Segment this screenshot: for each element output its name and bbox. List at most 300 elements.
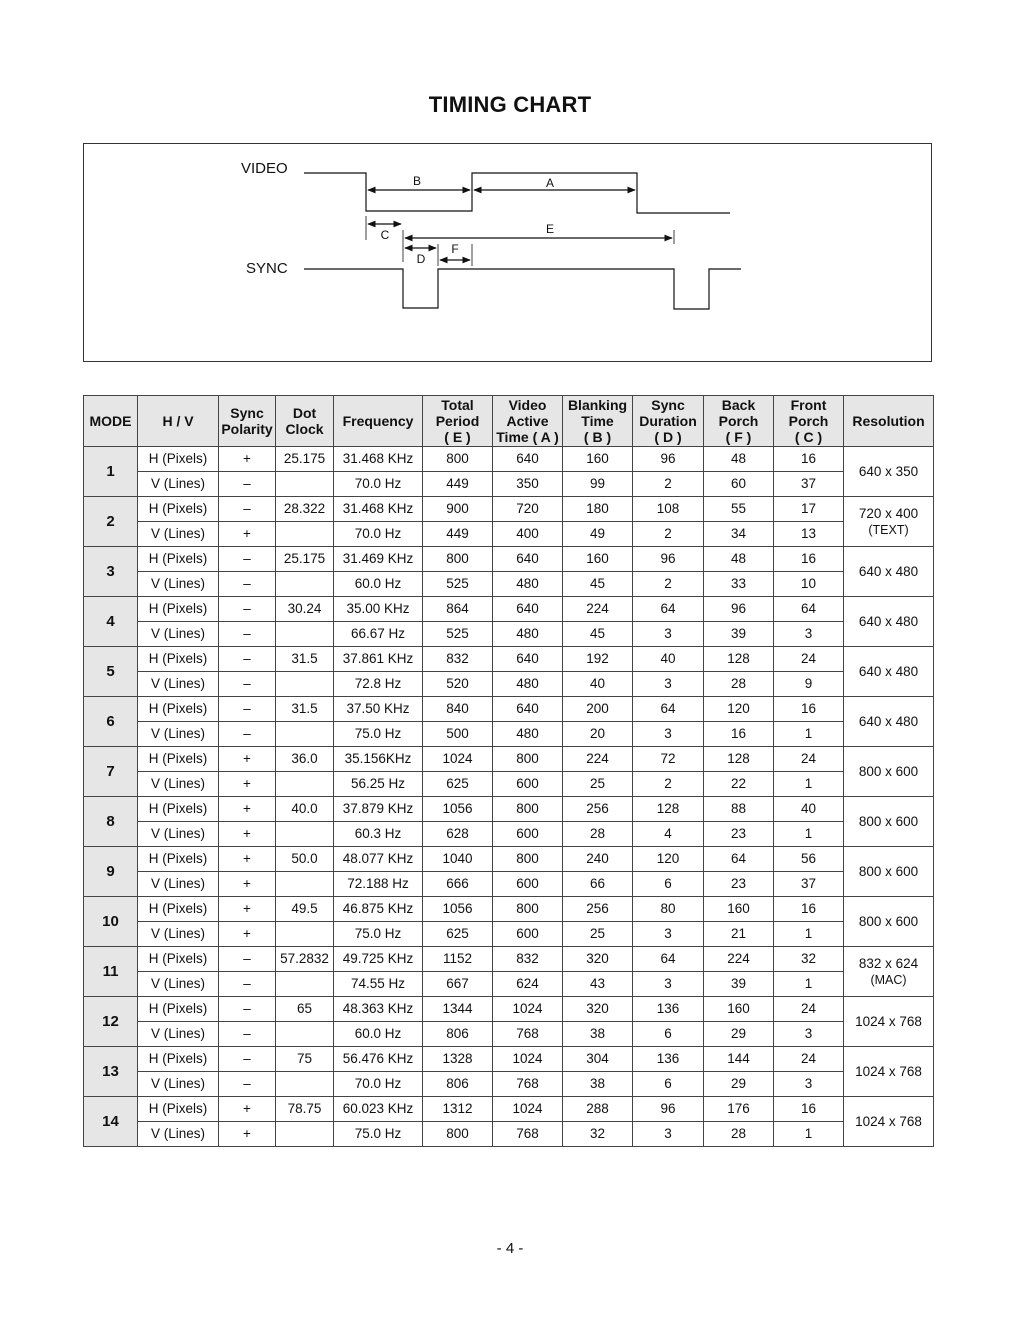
sync-polarity-cell: + [219,1097,276,1122]
video-active-cell: 640 [493,597,563,622]
frequency-cell: 75.0 Hz [334,722,423,747]
table-row [84,1047,934,1072]
timing-diagram-svg [84,144,933,363]
back-porch-cell: 28 [704,1122,774,1147]
label-e: E [545,222,555,236]
dot-clock-cell: 25.175 [276,447,334,472]
hv-cell: H (Pixels) [138,547,219,572]
header-text: ( F ) [725,429,752,445]
blanking-time-cell: 180 [563,497,633,522]
dot-clock-cell: 57.2832 [276,947,334,972]
table-row [84,997,934,1022]
resolution-cell [844,497,934,547]
timing-diagram [83,143,932,362]
hv-cell: H (Pixels) [138,747,219,772]
total-period-cell: 666 [423,872,493,897]
sync-duration-cell: 3 [633,672,704,697]
back-porch-cell: 48 [704,447,774,472]
video-active-cell: 1024 [493,1047,563,1072]
mode-cell: 6 [84,697,138,747]
dot-clock-cell [276,772,334,797]
sync-duration-cell: 2 [633,472,704,497]
hv-cell: V (Lines) [138,472,219,497]
total-period-cell: 1040 [423,847,493,872]
blanking-time-cell: 40 [563,672,633,697]
sync-duration-cell: 80 [633,897,704,922]
blanking-time-cell: 38 [563,1072,633,1097]
back-porch-cell: 33 [704,572,774,597]
blanking-time-cell: 45 [563,622,633,647]
dot-clock-cell [276,572,334,597]
dot-clock-cell [276,872,334,897]
table-header-row [84,396,934,447]
header-text: Time ( A ) [496,429,559,445]
back-porch-cell: 160 [704,997,774,1022]
header-resolution [844,396,934,447]
front-porch-cell: 1 [774,822,844,847]
blanking-time-cell: 43 [563,972,633,997]
video-active-cell: 800 [493,847,563,872]
back-porch-cell: 120 [704,697,774,722]
resolution-text: 800 x 600 [858,813,919,829]
mode-cell: 13 [84,1047,138,1097]
blanking-time-cell: 240 [563,847,633,872]
blanking-time-cell: 38 [563,1022,633,1047]
hv-cell: V (Lines) [138,1022,219,1047]
dot-clock-cell: 50.0 [276,847,334,872]
sync-duration-cell: 2 [633,522,704,547]
sync-polarity-cell: – [219,647,276,672]
table-body [84,447,934,1147]
sync-polarity-cell: – [219,1072,276,1097]
table-row [84,872,934,897]
front-porch-cell: 1 [774,722,844,747]
front-porch-cell: 24 [774,1047,844,1072]
resolution-note: (MAC) [870,972,907,987]
blanking-time-cell: 304 [563,1047,633,1072]
header-sync-polarity [219,396,276,447]
sync-polarity-cell: + [219,447,276,472]
frequency-cell: 66.67 Hz [334,622,423,647]
frequency-cell: 75.0 Hz [334,1122,423,1147]
sync-duration-cell: 3 [633,722,704,747]
dot-clock-cell [276,622,334,647]
page-number: - 4 - [496,1240,524,1257]
total-period-cell: 667 [423,972,493,997]
dot-clock-cell: 78.75 [276,1097,334,1122]
hv-cell: H (Pixels) [138,447,219,472]
sync-duration-cell: 96 [633,1097,704,1122]
sync-polarity-cell: + [219,1122,276,1147]
total-period-cell: 806 [423,1022,493,1047]
back-porch-cell: 64 [704,847,774,872]
blanking-time-cell: 49 [563,522,633,547]
mode-cell: 9 [84,847,138,897]
hv-cell: V (Lines) [138,1072,219,1097]
sync-polarity-cell: + [219,922,276,947]
back-porch-cell: 128 [704,747,774,772]
sync-duration-cell: 6 [633,1022,704,1047]
total-period-cell: 628 [423,822,493,847]
resolution-cell [844,997,934,1047]
sync-polarity-cell: – [219,972,276,997]
dot-clock-cell: 31.5 [276,647,334,672]
table-row [84,922,934,947]
resolution-text: 1024 x 768 [855,1063,922,1079]
header-text: Frequency [342,413,414,429]
dot-clock-cell: 30.24 [276,597,334,622]
table-row [84,597,934,622]
blanking-time-cell: 160 [563,547,633,572]
hv-cell: H (Pixels) [138,697,219,722]
table-row [84,897,934,922]
hv-cell: V (Lines) [138,522,219,547]
blanking-time-cell: 320 [563,947,633,972]
sync-polarity-cell: – [219,1047,276,1072]
dot-clock-cell [276,722,334,747]
mode-cell: 10 [84,897,138,947]
back-porch-cell: 29 [704,1022,774,1047]
front-porch-cell: 3 [774,1072,844,1097]
resolution-cell [844,897,934,947]
dot-clock-cell [276,972,334,997]
header-text: Front [790,397,827,413]
blanking-time-cell: 256 [563,897,633,922]
sync-polarity-cell: – [219,697,276,722]
back-porch-cell: 160 [704,897,774,922]
total-period-cell: 625 [423,772,493,797]
video-active-cell: 640 [493,647,563,672]
label-f: F [451,242,459,256]
mode-cell: 8 [84,797,138,847]
front-porch-cell: 64 [774,597,844,622]
frequency-cell: 70.0 Hz [334,472,423,497]
sync-duration-cell: 64 [633,597,704,622]
video-active-cell: 600 [493,772,563,797]
header-text: Sync [651,397,685,413]
header-text: ( C ) [794,429,823,445]
back-porch-cell: 128 [704,647,774,672]
hv-cell: V (Lines) [138,972,219,997]
mode-cell: 3 [84,547,138,597]
video-active-cell: 400 [493,522,563,547]
resolution-cell [844,797,934,847]
frequency-cell: 70.0 Hz [334,522,423,547]
frequency-cell: 56.25 Hz [334,772,423,797]
sync-polarity-cell: – [219,597,276,622]
resolution-text: 640 x 350 [858,463,919,479]
dot-clock-cell [276,1072,334,1097]
frequency-cell: 31.468 KHz [334,497,423,522]
front-porch-cell: 24 [774,747,844,772]
resolution-text: 640 x 480 [858,713,919,729]
back-porch-cell: 21 [704,922,774,947]
front-porch-cell: 13 [774,522,844,547]
video-active-cell: 800 [493,797,563,822]
header-text: H / V [162,413,194,429]
resolution-cell [844,547,934,597]
frequency-cell: 37.50 KHz [334,697,423,722]
total-period-cell: 800 [423,447,493,472]
frequency-cell: 48.077 KHz [334,847,423,872]
header-video-active [493,396,563,447]
sync-duration-cell: 108 [633,497,704,522]
resolution-text: 640 x 480 [858,563,919,579]
hv-cell: V (Lines) [138,1122,219,1147]
dot-clock-cell: 40.0 [276,797,334,822]
hv-cell: H (Pixels) [138,947,219,972]
resolution-text: 800 x 600 [858,763,919,779]
dot-clock-cell: 28.322 [276,497,334,522]
table-row [84,572,934,597]
blanking-time-cell: 288 [563,1097,633,1122]
header-text: MODE [89,413,132,429]
header-dot-clock [276,396,334,447]
mode-cell: 5 [84,647,138,697]
blanking-time-cell: 192 [563,647,633,672]
table-row [84,947,934,972]
resolution-cell [844,1097,934,1147]
frequency-cell: 60.023 KHz [334,1097,423,1122]
sync-duration-cell: 6 [633,1072,704,1097]
blanking-time-cell: 256 [563,797,633,822]
video-active-cell: 768 [493,1122,563,1147]
label-d: D [416,252,426,266]
header-text: Total [441,397,474,413]
sync-polarity-cell: + [219,822,276,847]
video-label: VIDEO [241,160,288,177]
sync-duration-cell: 4 [633,822,704,847]
front-porch-cell: 32 [774,947,844,972]
back-porch-cell: 60 [704,472,774,497]
frequency-cell: 60.0 Hz [334,1022,423,1047]
dot-clock-cell [276,922,334,947]
frequency-cell: 60.3 Hz [334,822,423,847]
header-text: ( E ) [444,429,471,445]
video-active-cell: 600 [493,922,563,947]
front-porch-cell: 16 [774,697,844,722]
frequency-cell: 72.8 Hz [334,672,423,697]
table-row [84,522,934,547]
mode-cell: 4 [84,597,138,647]
front-porch-cell: 1 [774,772,844,797]
total-period-cell: 520 [423,672,493,697]
label-b: B [412,174,422,188]
back-porch-cell: 23 [704,822,774,847]
hv-cell: V (Lines) [138,672,219,697]
sync-polarity-cell: – [219,497,276,522]
video-active-cell: 832 [493,947,563,972]
front-porch-cell: 3 [774,1022,844,1047]
sync-polarity-cell: – [219,997,276,1022]
blanking-time-cell: 20 [563,722,633,747]
sync-polarity-cell: – [219,547,276,572]
mode-cell: 12 [84,997,138,1047]
sync-polarity-cell: – [219,472,276,497]
header-text: Polarity [221,421,273,437]
front-porch-cell: 9 [774,672,844,697]
table-row [84,1097,934,1122]
video-active-cell: 480 [493,672,563,697]
header-text: Blanking [567,397,628,413]
table-row [84,447,934,472]
back-porch-cell: 29 [704,1072,774,1097]
resolution-text: 832 x 624 [858,955,919,971]
total-period-cell: 449 [423,472,493,497]
front-porch-cell: 16 [774,897,844,922]
header-back-porch [704,396,774,447]
blanking-time-cell: 320 [563,997,633,1022]
total-period-cell: 525 [423,572,493,597]
resolution-text: 640 x 480 [858,663,919,679]
header-mode [84,396,138,447]
table-row [84,1022,934,1047]
hv-cell: H (Pixels) [138,1097,219,1122]
video-active-cell: 480 [493,722,563,747]
resolution-cell [844,947,934,997]
header-text: Porch [788,413,829,429]
sync-duration-cell: 136 [633,1047,704,1072]
sync-duration-cell: 96 [633,447,704,472]
hv-cell: V (Lines) [138,822,219,847]
frequency-cell: 35.156KHz [334,747,423,772]
sync-duration-cell: 96 [633,547,704,572]
blanking-time-cell: 99 [563,472,633,497]
frequency-cell: 72.188 Hz [334,872,423,897]
total-period-cell: 1344 [423,997,493,1022]
total-period-cell: 864 [423,597,493,622]
total-period-cell: 806 [423,1072,493,1097]
header-text: Clock [285,421,324,437]
blanking-time-cell: 45 [563,572,633,597]
frequency-cell: 48.363 KHz [334,997,423,1022]
hv-cell: H (Pixels) [138,497,219,522]
hv-cell: H (Pixels) [138,647,219,672]
video-active-cell: 624 [493,972,563,997]
frequency-cell: 37.879 KHz [334,797,423,822]
sync-polarity-cell: – [219,722,276,747]
frequency-cell: 74.55 Hz [334,972,423,997]
hv-cell: H (Pixels) [138,897,219,922]
frequency-cell: 60.0 Hz [334,572,423,597]
front-porch-cell: 24 [774,997,844,1022]
front-porch-cell: 1 [774,922,844,947]
sync-duration-cell: 3 [633,622,704,647]
blanking-time-cell: 224 [563,747,633,772]
total-period-cell: 525 [423,622,493,647]
table-row [84,822,934,847]
sync-polarity-cell: + [219,772,276,797]
sync-duration-cell: 72 [633,747,704,772]
dot-clock-cell [276,672,334,697]
resolution-cell [844,847,934,897]
mode-cell: 11 [84,947,138,997]
front-porch-cell: 16 [774,447,844,472]
timing-table [83,395,934,1147]
dot-clock-cell: 31.5 [276,697,334,722]
sync-duration-cell: 3 [633,1122,704,1147]
header-text: ( B ) [583,429,612,445]
sync-polarity-cell: + [219,522,276,547]
frequency-cell: 46.875 KHz [334,897,423,922]
sync-duration-cell: 3 [633,922,704,947]
sync-duration-cell: 128 [633,797,704,822]
sync-duration-cell: 64 [633,697,704,722]
video-active-cell: 480 [493,622,563,647]
sync-polarity-cell: + [219,872,276,897]
table-row [84,972,934,997]
total-period-cell: 449 [423,522,493,547]
resolution-text: 1024 x 768 [855,1013,922,1029]
frequency-cell: 35.00 KHz [334,597,423,622]
hv-cell: V (Lines) [138,922,219,947]
sync-duration-cell: 40 [633,647,704,672]
back-porch-cell: 176 [704,1097,774,1122]
front-porch-cell: 10 [774,572,844,597]
dot-clock-cell: 36.0 [276,747,334,772]
header-text: Resolution [852,413,925,429]
front-porch-cell: 40 [774,797,844,822]
header-total-period [423,396,493,447]
blanking-time-cell: 28 [563,822,633,847]
sync-polarity-cell: + [219,847,276,872]
back-porch-cell: 39 [704,622,774,647]
mode-cell: 14 [84,1097,138,1147]
dot-clock-cell: 75 [276,1047,334,1072]
blanking-time-cell: 32 [563,1122,633,1147]
table-row [84,672,934,697]
sync-duration-cell: 136 [633,997,704,1022]
blanking-time-cell: 25 [563,922,633,947]
front-porch-cell: 1 [774,972,844,997]
back-porch-cell: 22 [704,772,774,797]
total-period-cell: 625 [423,922,493,947]
dot-clock-cell: 25.175 [276,547,334,572]
sync-polarity-cell: + [219,897,276,922]
total-period-cell: 1024 [423,747,493,772]
front-porch-cell: 16 [774,547,844,572]
dot-clock-cell: 65 [276,997,334,1022]
front-porch-cell: 3 [774,622,844,647]
back-porch-cell: 34 [704,522,774,547]
total-period-cell: 900 [423,497,493,522]
sync-polarity-cell: – [219,572,276,597]
front-porch-cell: 56 [774,847,844,872]
table-row [84,547,934,572]
total-period-cell: 1312 [423,1097,493,1122]
back-porch-cell: 144 [704,1047,774,1072]
frequency-cell: 56.476 KHz [334,1047,423,1072]
video-waveform [304,173,730,213]
header-text: Time [581,413,614,429]
resolution-text: 800 x 600 [858,913,919,929]
back-porch-cell: 48 [704,547,774,572]
dot-clock-cell [276,472,334,497]
table-row [84,772,934,797]
header-text: Video [508,397,547,413]
resolution-cell [844,747,934,797]
hv-cell: H (Pixels) [138,797,219,822]
total-period-cell: 1056 [423,897,493,922]
header-sync-duration [633,396,704,447]
dot-clock-cell [276,822,334,847]
sync-duration-cell: 120 [633,847,704,872]
back-porch-cell: 16 [704,722,774,747]
hv-cell: H (Pixels) [138,997,219,1022]
sync-polarity-cell: + [219,747,276,772]
resolution-text: 800 x 600 [858,863,919,879]
sync-polarity-cell: – [219,947,276,972]
